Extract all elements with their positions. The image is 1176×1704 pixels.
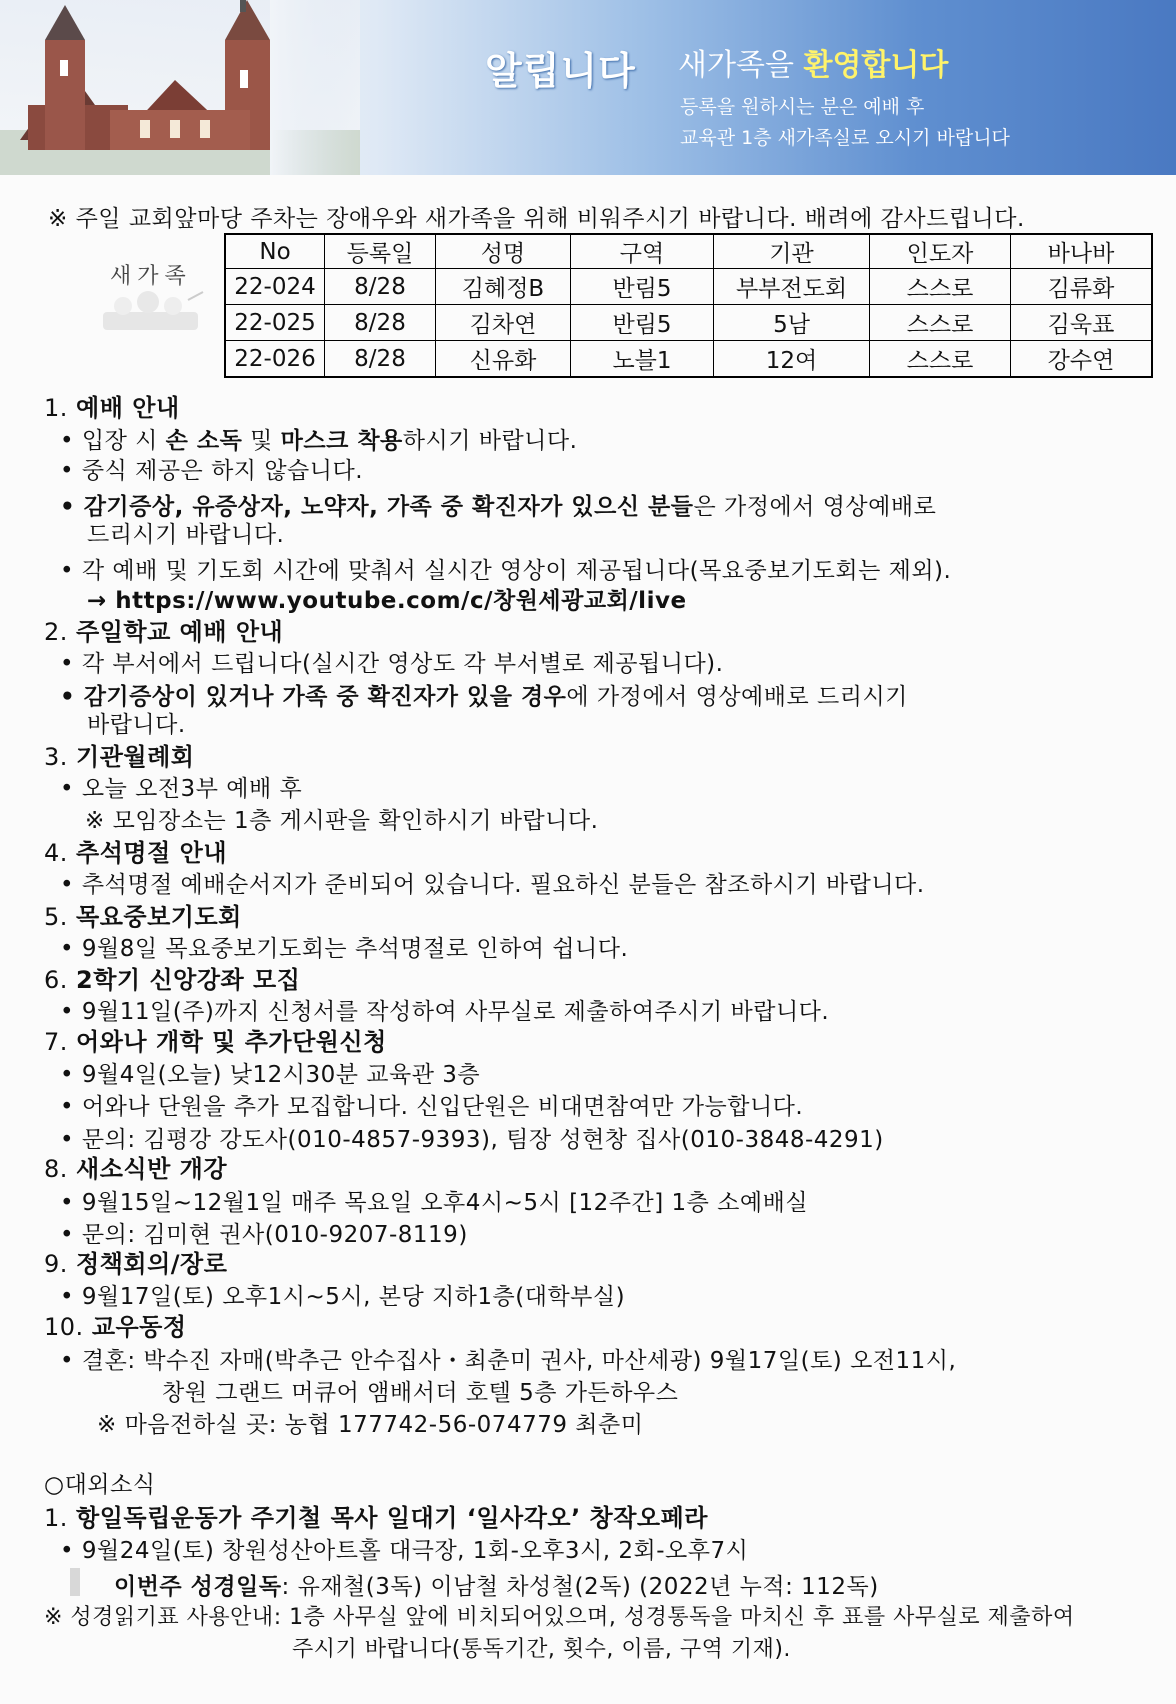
section-3-line-1: • 오늘 오전3부 예배 후 [60, 776, 303, 802]
col-header: 인도자 [870, 234, 1011, 269]
table-cell: 김차연 [436, 305, 571, 341]
banner-welcome: 새가족을 환영합니다 [678, 48, 949, 83]
external-news-heading: 1. 항일독립운동가 주기철 목사 일대기 ‘일사각오’ 창작오페라 [44, 1504, 708, 1532]
col-header: No [225, 234, 325, 269]
section-8-line-1: • 9월15일~12월1일 매주 목요일 오후4시~5시 [12주간] 1층 소예배실 [60, 1190, 809, 1216]
table-cell: 김욱표 [1011, 305, 1153, 341]
section-1-line-4: • 각 예배 및 기도회 시간에 맞춰서 실시간 영상이 제공됩니다(목요중보기도회는 제외). [60, 558, 952, 584]
table-row [225, 269, 1152, 305]
section-3-heading: 3. 기관월례회 [44, 743, 195, 771]
table-cell: 8/28 [325, 269, 436, 305]
col-header: 성명 [436, 234, 571, 269]
parking-notice: ※ 주일 교회앞마당 주차는 장애우와 새가족을 위해 비워주시기 바랍니다. 배려에 감사드립니다. [48, 206, 1025, 232]
section-1-line-2: • 중식 제공은 하지 않습니다. [60, 458, 364, 484]
col-header: 기관 [714, 234, 870, 269]
new-family-table [224, 233, 1153, 378]
section-4-heading: 4. 추석명절 안내 [44, 839, 228, 867]
table-cell: 8/28 [325, 341, 436, 378]
section-2-line-1: • 각 부서에서 드립니다(실시간 영상도 각 부서별로 제공됩니다). [60, 651, 724, 677]
col-header: 구역 [571, 234, 714, 269]
section-7-heading: 7. 어와나 개학 및 추가단원신청 [44, 1028, 387, 1056]
section-3-line-2: ※ 모임장소는 1층 게시판을 확인하시기 바랍니다. [85, 808, 599, 834]
section-7-line-1: • 9월4일(오늘) 낮12시30분 교육관 3층 [60, 1062, 481, 1088]
table-cell: 신유화 [436, 341, 571, 378]
table-header-row [225, 234, 1152, 269]
section-2-line-2: • 감기증상이 있거나 가족 중 확진자가 있을 경우에 가정에서 영상예배로 드리시기 [60, 684, 908, 710]
table-row [225, 341, 1152, 378]
section-10-line-2: 창원 그랜드 머큐어 앰배서더 호텔 5층 가든하우스 [162, 1380, 679, 1406]
table-row [225, 305, 1152, 341]
flower-basket-icon [88, 290, 213, 335]
table-cell: 김혜정B [436, 269, 571, 305]
col-header: 등록일 [325, 234, 436, 269]
banner-subtitle: 등록을 원하시는 분은 예배 후 교육관 1층 새가족실로 오시기 바랍니다 [680, 96, 1010, 149]
section-2-line-2b: 바랍니다. [87, 712, 186, 738]
section-10-line-1: • 결혼: 박수진 자매(박추근 안수집사・최춘미 권사, 마산세광) 9월17일(토) 오전11시, [60, 1348, 957, 1374]
new-family-label: 새가족 [110, 264, 192, 289]
section-9-line-1: • 9월17일(토) 오후1시~5시, 본당 지하1층(대학부실) [60, 1284, 626, 1310]
section-5-heading: 5. 목요중보기도회 [44, 903, 242, 931]
table-cell: 반림5 [571, 269, 714, 305]
bookmark-icon [70, 1568, 80, 1596]
external-news-label: ○대외소식 [44, 1472, 156, 1498]
section-1-line-3b: 드리시기 바랍니다. [87, 522, 285, 548]
section-8-line-2: • 문의: 김미현 권사(010-9207-8119) [60, 1222, 468, 1248]
table-cell: 12여 [714, 341, 870, 378]
section-1-line-1: • 입장 시 손 소독 및 마스크 착용하시기 바랍니다. [60, 428, 578, 454]
table-cell: 22-025 [225, 305, 325, 341]
bible-note-2: 주시기 바랍니다(통독기간, 횟수, 이름, 구역 기재). [292, 1637, 791, 1662]
section-10-line-3: ※ 마음전하실 곳: 농협 177742-56-074779 최춘미 [97, 1412, 644, 1438]
section-9-heading: 9. 정책회의/장로 [44, 1250, 228, 1278]
external-news-line-1: • 9월24일(토) 창원성산아트홀 대극장, 1회-오후3시, 2회-오후7시 [60, 1538, 749, 1564]
section-5-line-1: • 9월8일 목요중보기도회는 추석명절로 인하여 쉽니다. [60, 936, 629, 962]
banner-title: 알립니다 [485, 48, 636, 93]
bible-reading-line: 이번주 성경일독: 유재철(3독) 이남철 차성철(2독) (2022년 누적: 112독) [114, 1574, 879, 1600]
section-1-heading: 1. 예배 안내 [44, 394, 180, 422]
section-4-line-1: • 추석명절 예배순서지가 준비되어 있습니다. 필요하신 분들은 참조하시기 바랍니다. [60, 872, 925, 898]
table-cell: 김류화 [1011, 269, 1153, 305]
section-6-line-1: • 9월11일(주)까지 신청서를 작성하여 사무실로 제출하여주시기 바랍니다. [60, 999, 830, 1025]
header-banner [0, 0, 1176, 175]
section-1-line-3: • 감기증상, 유증상자, 노약자, 가족 중 확진자가 있으신 분들은 가정에서 영상예배로 [60, 494, 937, 520]
church-illustration [0, 0, 360, 175]
bible-note-1: ※ 성경읽기표 사용안내: 1층 사무실 앞에 비치되어있으며, 성경통독을 마치신 후 표를 사무실로 제출하여 [44, 1605, 1075, 1630]
table-cell: 강수연 [1011, 341, 1153, 378]
table-cell: 8/28 [325, 305, 436, 341]
table-cell: 22-024 [225, 269, 325, 305]
table-cell: 부부전도회 [714, 269, 870, 305]
table-cell: 22-026 [225, 341, 325, 378]
section-2-heading: 2. 주일학교 예배 안내 [44, 618, 284, 646]
table-cell: 노블1 [571, 341, 714, 378]
section-7-line-2: • 어와나 단원을 추가 모집합니다. 신입단원은 비대면참여만 가능합니다. [60, 1094, 804, 1120]
table-cell: 5남 [714, 305, 870, 341]
youtube-link[interactable]: → https://www.youtube.com/c/창원세광교회/live [87, 588, 687, 614]
section-6-heading: 6. 2학기 신앙강좌 모집 [44, 966, 301, 994]
col-header: 바나바 [1011, 234, 1153, 269]
table-cell: 스스로 [870, 341, 1011, 378]
table-cell: 반림5 [571, 305, 714, 341]
table-cell: 스스로 [870, 269, 1011, 305]
section-8-heading: 8. 새소식반 개강 [44, 1155, 228, 1183]
section-7-line-3: • 문의: 김평강 강도사(010-4857-9393), 팀장 성현창 집사(010-3848-4291) [60, 1127, 884, 1153]
table-cell: 스스로 [870, 305, 1011, 341]
section-10-heading: 10. 교우동정 [44, 1313, 187, 1341]
